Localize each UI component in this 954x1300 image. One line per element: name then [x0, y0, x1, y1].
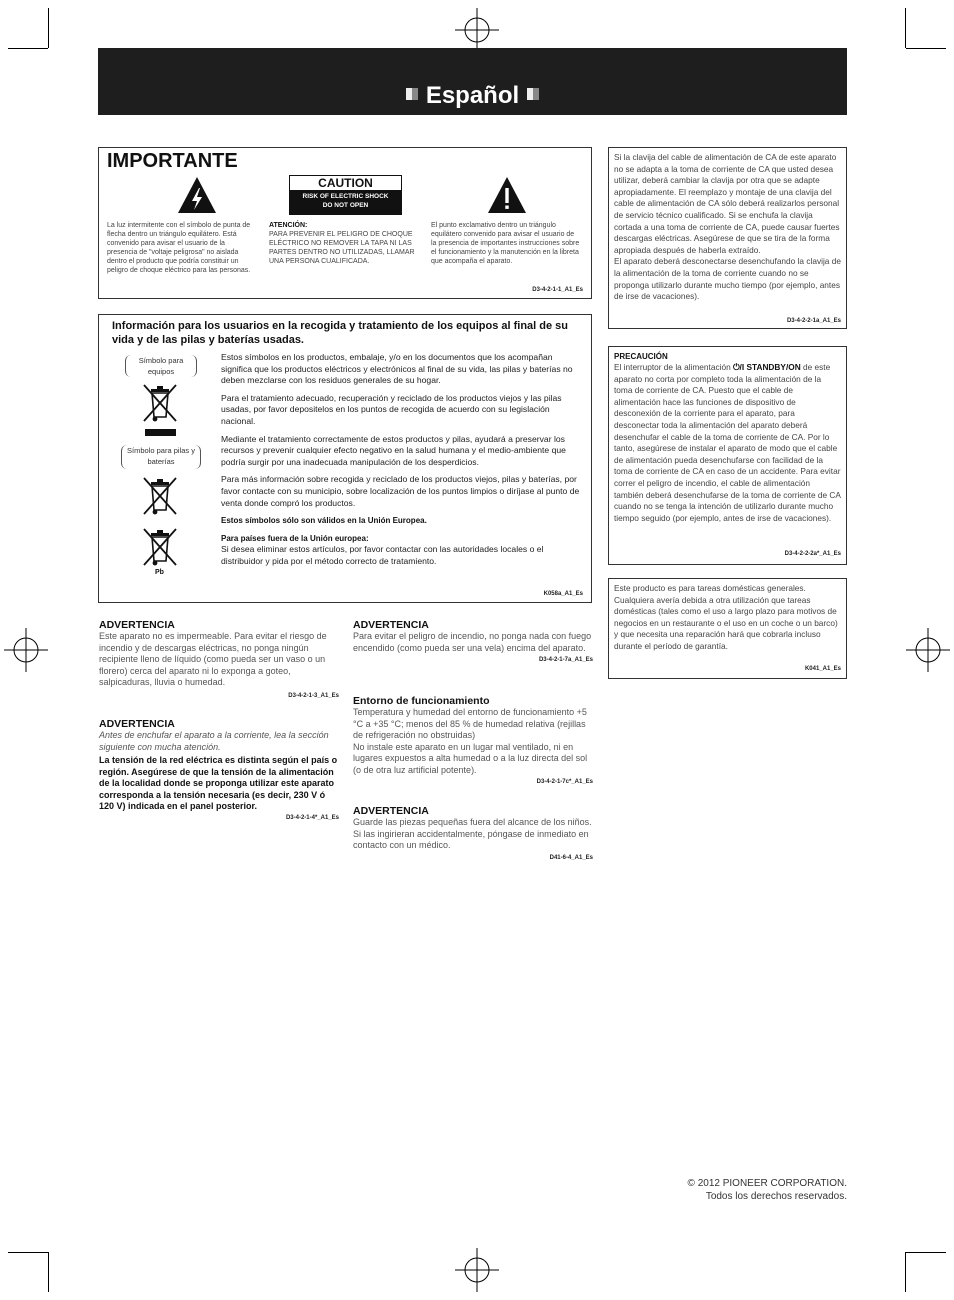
copyright-footer — [688, 1177, 847, 1203]
square-icon — [527, 88, 539, 100]
caution-subtitle: RISK OF ELECTRIC SHOCK DO NOT OPEN — [290, 190, 401, 214]
section-title: ADVERTENCIA — [353, 619, 429, 631]
exclamation-description: El punto exclamativo dentro un triángulo equilátero convenido para avisar el usuario de la presencia de importantes instrucciones sobre el funcionamiento y la manutención en la libreta que acompaña el aparato. — [431, 222, 580, 265]
section-bold-text: La tensión de la red eléctrica es distinta según el país o región. Asegúrese de que la tensión de la alimentación de la localidad donde se proponga utilizar este aparato corresponda a la tensión necesaria (es decir, 230 V ó 120 V) indicada en el panel posterior. — [99, 755, 338, 811]
crop-mark — [48, 1252, 49, 1292]
crop-mark — [905, 1252, 906, 1292]
section-text: Guarde las piezas pequeñas fuera del alcance de los niños. Si las ingirieran accidentalmente, póngase de inmediato en contacto con un médico. — [353, 817, 592, 850]
advertencia-section — [353, 805, 593, 861]
crossed-bin-icon — [141, 383, 179, 425]
section-title: Entorno de funcionamiento — [353, 695, 490, 707]
section-title: ADVERTENCIA — [99, 619, 175, 631]
section-title: ADVERTENCIA — [99, 718, 175, 730]
waste-paragraph: Para más información sobre recogida y reciclado de los productos viejos, pilas y baterías, por favor contacte con su municipio, sobre localización de los puntos limpios o diríjase al punto de venta donde compró los productos. — [221, 474, 580, 508]
exclamation-triangle-icon — [487, 176, 527, 214]
pb-label: Pb — [155, 569, 164, 576]
waste-paragraph: Para el tratamiento adecuado, recuperación y reciclado de los productos viejos y las pilas usadas, por favor depositelos en los puntos de recogida de acuerdo con su legislación nacional. — [221, 392, 562, 426]
waste-info-box — [98, 314, 592, 603]
label-pilas: Símbolo para pilas y baterías — [121, 445, 201, 469]
waste-paragraph: Si desea eliminar estos artículos, por favor contactar con las autoridades locales o el distribuidor y pida por el método correcto de tratamiento. — [221, 544, 544, 566]
atencion-text: PARA PREVENIR EL PELIGRO DE CHOQUE ELÉCTRICO NO REMOVER LA TAPA NI LAS PARTES DENTRO NO UTILIZADAS, LLAMAR UNA PERSONA CUALIFICADA. — [269, 231, 415, 265]
code-label: D3-4-2-1-7a_A1_Es — [538, 657, 593, 663]
precaucion-text: de este aparato no corta por completo toda la alimentación de la toma de corriente de CA. Puesto que el cable de alimentación hace las funciones de dispositivo de desconexión de la corriente para el aparato, para desconectar toda la alimentación del aparato deberá desenchufar el cable de la toma de corriente de CA. Por lo tanto, asegúrese de instalar el aparato de modo que el cable de alimentación pueda desenchufarse con facilidad de la toma de corriente de CA en caso de un accidente. Para evitar correr el peligro de incendio, el cable de alimentación también deberá desenchufarse de la toma de corriente de CA cuando no se tenga la intención de utilizarlo durante mucho tiempo seguido (por ejemplo, antes de irse de vacaciones). — [614, 362, 841, 523]
precaucion-title: PRECAUCIÓN — [614, 352, 668, 361]
crossed-bin-icon — [141, 527, 179, 569]
standby-switch-label: ⏻/I STANDBY/ON — [732, 362, 801, 372]
advertencia-section — [99, 718, 339, 821]
code-label: K058a_A1_Es — [543, 591, 583, 597]
banner-title: Español — [425, 82, 520, 109]
label-equipos: Símbolo para equipos — [125, 355, 197, 377]
crop-mark — [906, 1252, 946, 1253]
code-label: D3-4-2-1-7c*_A1_Es — [536, 779, 593, 785]
language-banner — [98, 48, 847, 115]
registration-mark — [906, 628, 950, 672]
waste-eu-note: Estos símbolos sólo son válidos en la Unión Europea. — [221, 516, 427, 526]
code-label: D3-4-2-1-4*_A1_Es — [285, 814, 339, 821]
copyright-line: © 2012 PIONEER CORPORATION. — [687, 1178, 847, 1189]
registration-mark — [455, 8, 499, 52]
lightning-description: La luz intermitente con el símbolo de punta de flecha dentro un triángulo equilátero. Está convenido para avisar el usuario de la presencia de "voltaje peligrosa" no aislada dentro el producto que podría constituir un peligro de choque eléctrico para las personas. — [107, 222, 251, 274]
domestico-box — [608, 578, 847, 679]
square-icon — [406, 88, 418, 100]
code-label: D41-6-4_A1_Es — [549, 854, 593, 861]
advertencia-section — [99, 619, 339, 699]
code-label: D3-4-2-2-2a*_A1_Es — [784, 551, 841, 557]
crossed-bin-icon — [141, 476, 179, 518]
waste-paragraph: Estos símbolos en los productos, embalaje, y/o en los documentos que los acompañan significa que los productos eléctricos y electrónicos al final de su vida, las pilas y baterías no deben mezclarse con los residuos generales de su hogar. — [221, 352, 573, 386]
atencion-title: ATENCIÓN: — [269, 222, 308, 229]
registration-mark — [4, 628, 48, 672]
crop-mark — [48, 8, 49, 48]
importante-box — [98, 147, 592, 299]
waste-outside-eu-title: Para países fuera de la Unión europea: — [221, 533, 369, 543]
code-label: K041_A1_Es — [804, 666, 841, 672]
section-text: Para evitar el peligro de incendio, no ponga nada con fuego encendido (como pueda ser una vela) encima del aparato. — [353, 631, 592, 653]
lightning-triangle-icon — [177, 176, 217, 214]
precaucion-text: El interruptor de la alimentación — [614, 362, 733, 372]
domestico-text: Este producto es para tareas domésticas generales. Cualquiera avería debida a otra utilización que tareas domésticas (tales como el uso a largo plazo para motivos de negocios en un restaurante o el uso en un coche o un barco) y que necesita una reparación hará que cobrarla incluso durante el período de garantía. — [614, 583, 838, 651]
section-text: Este aparato no es impermeable. Para evitar el riesgo de incendio y de descargas eléctricas, no ponga ningún recipiente lleno de líquido (como pueda ser un vaso o un florero) cerca del aparato ni lo exponga a goteo, salpicaduras, lluvia o humedad. — [99, 631, 327, 687]
entorno-section — [353, 695, 593, 785]
registration-mark — [455, 1248, 499, 1292]
caution-label — [289, 175, 402, 215]
code-label: D3-4-2-1-3_A1_Es — [288, 692, 339, 699]
section-text: Temperatura y humedad del entorno de funcionamiento +5 °C a +35 °C; menos del 85 % de humedad relativa (rejillas de refrigeración no obstruidas) No instale este aparato en un lugar mal ventilado, ni en lugares expuestos a alta humedad o a la luz directa del sol (o de otra luz artificial potente). — [353, 707, 588, 775]
code-label: D3-4-2-1-1_A1_Es — [532, 287, 583, 293]
precaucion-box — [608, 346, 847, 565]
rights-line: Todos los derechos reservados. — [705, 1191, 847, 1202]
importante-title: IMPORTANTE — [107, 150, 238, 172]
caution-title: CAUTION — [318, 176, 373, 190]
crop-mark — [8, 1252, 48, 1253]
clavija-box — [608, 147, 847, 329]
crop-mark — [905, 8, 906, 48]
crop-mark — [906, 48, 946, 49]
waste-title: Información para los usuarios en la recogida y tratamiento de los equipos al final de su vida y de las pilas y baterías usadas. — [112, 320, 569, 346]
waste-paragraph: Mediante el tratamiento correctamente de estos productos y pilas, ayudará a preservar los recursos y prevenir cualquier efecto negativo en la salud humana y el medio-ambiente que podría surgir por una inadecuada manipulación de los desperdicios. — [221, 433, 566, 467]
code-label: D3-4-2-2-1a_A1_Es — [786, 318, 841, 324]
section-title: ADVERTENCIA — [353, 805, 429, 817]
clavija-text: Si la clavija del cable de alimentación de CA de este aparato no se adapta a la toma de corriente de CA que usted desea utilizar, deberá cambiar la clavija por otra que se adapte apropiadamente. El reemplazo y montaje de una clavija del cable de alimentación de CA sólo deberá realizarlos personal de servicio técnico cualificado. Si se enchufa la clavija cortada a una toma de corriente de CA, puede causar fuertes descargas eléctricas. Asegúrese de que se tira de la forma apropiada después de haberla extraído. El aparato deberá desconectarse desenchufando la clavija de la alimentación de la toma de corriente cuando no se proponga utilizarlo durante mucho tiempo (por ejemplo, antes de irse de vacaciones). — [614, 152, 841, 302]
crop-mark — [8, 48, 48, 49]
advertencia-section — [353, 619, 593, 663]
black-bar-icon — [145, 429, 176, 436]
section-italic-text: Antes de enchufar el aparato a la corriente, lea la sección siguiente con mucha atención. — [99, 730, 329, 752]
